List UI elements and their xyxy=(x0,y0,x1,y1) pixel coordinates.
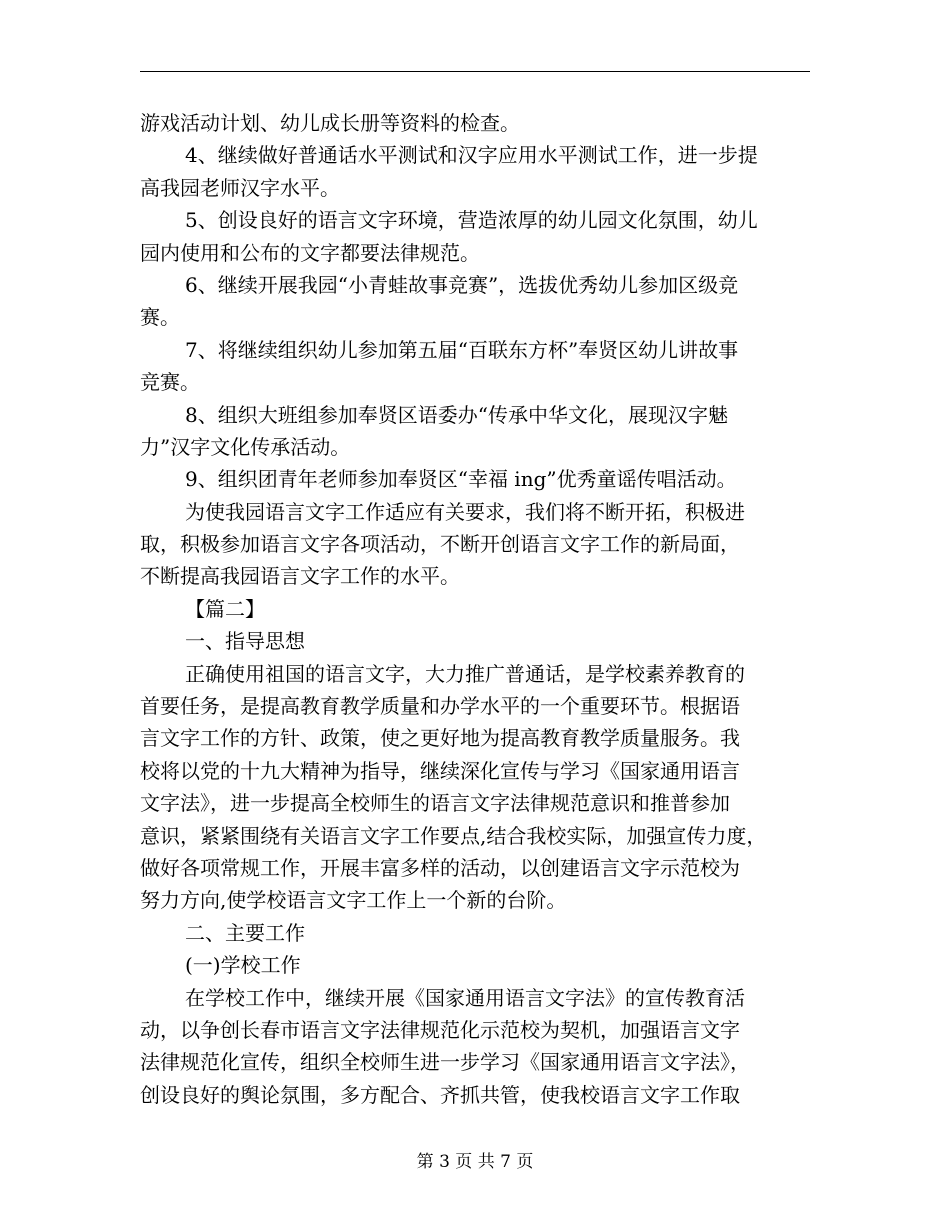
text-line: 努力方向,使学校语言文字工作上一个新的台阶。 xyxy=(140,888,567,913)
text-line: 5、创设良好的语言文字环境，营造浓厚的幼儿园文化氛围，幼儿 xyxy=(185,208,758,233)
text-line: 正确使用祖国的语言文字，大力推广普通话，是学校素养教育的 xyxy=(185,661,745,686)
text-line: 首要任务，是提高教育教学质量和办学水平的一个重要环节。根据语 xyxy=(140,694,740,719)
text-line: 动，以争创长春市语言文字法律规范化示范校为契机，加强语言文字 xyxy=(140,1017,740,1042)
text-line: 做好各项常规工作，开展丰富多样的活动，以创建语言文字示范校为 xyxy=(140,855,740,880)
text-line: 创设良好的舆论氛围，多方配合、齐抓共管，使我校语言文字工作取 xyxy=(140,1082,740,1107)
text-line: 法律规范化宣传，组织全校师生进一步学习《国家通用语言文字法》， xyxy=(140,1050,750,1075)
text-line: 8、组织大班组参加奉贤区语委办“传承中华文化，展现汉字魅 xyxy=(185,402,728,427)
text-line: 取，积极参加语言文字各项活动，不断开创语言文字工作的新局面， xyxy=(140,532,740,557)
text-line: 园内使用和公布的文字都要法律规范。 xyxy=(140,240,480,265)
subsection-heading: 二、主要工作 xyxy=(185,920,305,945)
text-line: 高我园老师汉字水平。 xyxy=(140,175,340,200)
document-body xyxy=(140,107,812,1111)
text-line: 为使我园语言文字工作适应有关要求，我们将不断开拓，积极进 xyxy=(185,499,745,524)
text-line: 7、将继续组织幼儿参加第五届“百联东方杯”奉贤区幼儿讲故事 xyxy=(185,337,739,362)
page-number: 第 3 页 共 7 页 xyxy=(416,1152,534,1172)
header-rule xyxy=(140,71,810,72)
text-line: 6、继续开展我园“小青蛙故事竞赛”，选拔优秀幼儿参加区级竞 xyxy=(185,272,739,297)
text-line: 竞赛。 xyxy=(140,370,200,395)
text-line: 4、继续做好普通话水平测试和汉字应用水平测试工作，进一步提 xyxy=(185,143,758,168)
subsection-heading: (一)学校工作 xyxy=(185,953,301,978)
text-line: 9、组织团青年老师参加奉贤区“幸福 ing”优秀童谣传唱活动。 xyxy=(185,467,737,492)
text-line: 游戏活动计划、幼儿成长册等资料的检查。 xyxy=(140,111,520,135)
text-line: 赛。 xyxy=(140,305,180,330)
text-line: 文字法》，进一步提高全校师生的语言文字法律规范意识和推普参加 xyxy=(140,791,730,816)
subsection-heading: 一、指导思想 xyxy=(185,629,305,654)
text-line: 校将以党的十九大精神为指导，继续深化宣传与学习《国家通用语言 xyxy=(140,758,740,783)
text-line: 力”汉字文化传承活动。 xyxy=(140,434,351,459)
section-heading: 【篇二】 xyxy=(185,596,265,621)
text-line: 不断提高我园语言文字工作的水平。 xyxy=(140,564,460,589)
text-line: 言文字工作的方针、政策，使之更好地为提高教育教学质量服务。我 xyxy=(140,726,740,751)
text-line: 在学校工作中，继续开展《国家通用语言文字法》的宣传教育活 xyxy=(185,985,745,1010)
text-line: 意识，紧紧围绕有关语言文字工作要点,结合我校实际，加强宣传力度， xyxy=(140,823,767,848)
